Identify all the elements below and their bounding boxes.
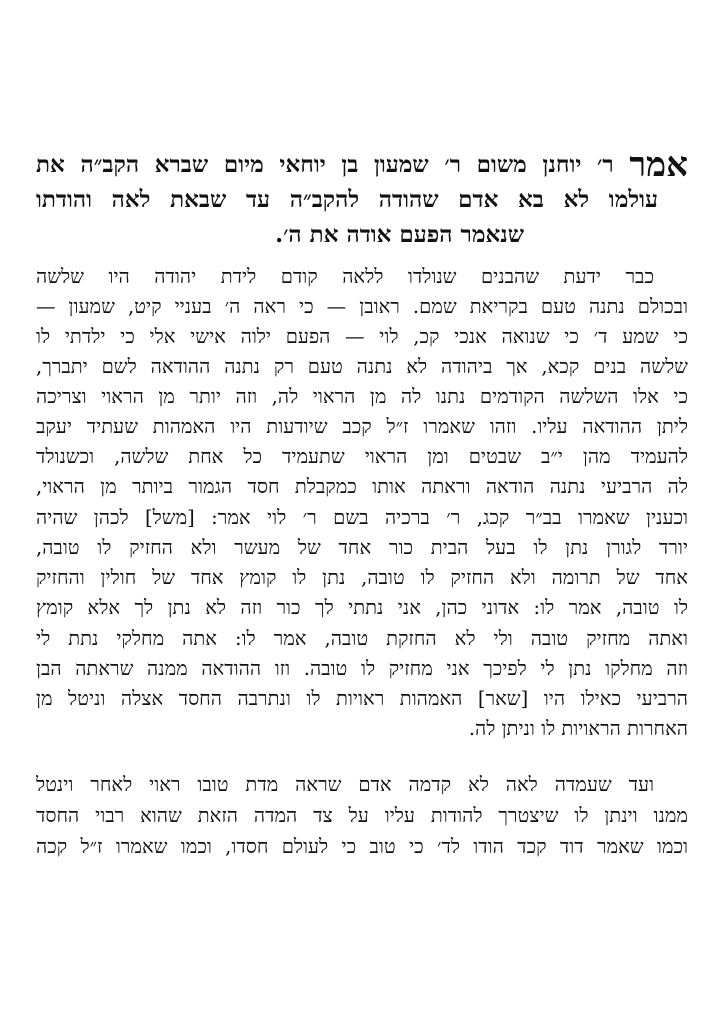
- paragraph-1-line: ואתה מחזיק טובה ולי לא החזקת טובה, אמר לו: אתה מחלקי נתת לי: [36, 627, 688, 650]
- paragraph-1-line: כי שמע ד׳ כי שנואה אנכי קכ, לוי — הפעם ילוה אישי אלי כי ילדתי לו: [36, 325, 688, 348]
- heading-line-2: עולמו לא בא אדם שהודה להקב״ה עד שבאת לאה והודתו: [36, 186, 658, 213]
- paragraph-1-line: האחרות הראויות לו וניתן לה.: [468, 717, 688, 740]
- paragraph-1-line: לו טובה, אמר לו: אדוני כהן, אני נתתי לך כור וזה לא נתן לך אלא קומץ: [36, 596, 688, 619]
- paragraph-1-line: להעמיד מהן י״ב שבטים ומן הראוי שתעמיד כל אחת שלשה, וכשנולד: [36, 445, 688, 468]
- lead-word: אמר: [629, 148, 688, 182]
- paragraph-1-line: כבר ידעת שהבנים שנולדו ללאה קודם לידת יהודה היו שלשה: [36, 265, 654, 288]
- paragraph-1-line: יורד לגורן נתן לו בעל הבית כור אחד של מעשר ולא החזיק לו טובה,: [36, 536, 688, 559]
- paragraph-2-line: וכמו שאמר דוד קכד הודו לד׳ כי טוב כי לעולם חסדו, וכמו שאמרו ז״ל קכה: [36, 835, 688, 858]
- paragraph-1-line: וכענין שאמרו בב״ר קכג, ר׳ ברכיה בשם ר׳ לוי אמר: [משל] לכהן שהיה: [36, 506, 688, 529]
- heading-line-1: [36, 148, 688, 182]
- paragraph-1-line: הרביעי כאילו היו [שאר] האמהות ראויות לו ונתרבה החסד אצלה וניטל מן: [36, 687, 688, 710]
- paragraph-2-line: ועד שעמדה לאה לא קדמה אדם שראה מדת טובו ראוי לאחר וינטל: [36, 773, 654, 796]
- paragraph-2-line: ממנו וינתן לו שיצטרך להודות עליו על צד המדה הזאת שהוא רבוי החסד: [36, 804, 688, 827]
- paragraph-1-line: אחד של תרומה ולא החזיק לו טובה, נתן לו קומץ אחד של חולין והחזיק: [36, 566, 688, 589]
- paragraph-1-line: וזה מחלקו נתן לי לפיכך אני מחזיק לו טובה. וזו ההודאה ממנה שראתה הבן: [36, 657, 688, 680]
- heading-line-1-text: ר׳ יוחנן משום ר׳ שמעון בן יוחאי מיום שברא הקב״ה את: [36, 151, 630, 178]
- paragraph-1-line: שלשה בנים קכא, אך ביהודה לא נתנה טעם רק נתנה ההודאה לשם יתברך,: [36, 355, 688, 378]
- paragraph-1-line: ליתן ההודאה עליו. וזהו שאמרו ז״ל קכב שיודעות היו האמהות שעתיד יעקב: [36, 415, 688, 438]
- heading-line-3: שנאמר הפעם אודה את ה׳.: [275, 221, 524, 248]
- paragraph-1-line: לה הרביעי נתנה הודאה וראתה אותו כמקבלת חסד הגמור ביותר מן הראוי,: [36, 475, 688, 498]
- paragraph-1-line: ובכולם נתנה טעם בקריאת שמם. ראובן — כי ראה ה׳ בעניי קיט, שמעון —: [36, 295, 688, 318]
- paragraph-1-line: כי אלו השלשה הקודמים נתנו לה מן הראוי לה, וזה יותר מן הראוי וצריכה: [36, 385, 688, 408]
